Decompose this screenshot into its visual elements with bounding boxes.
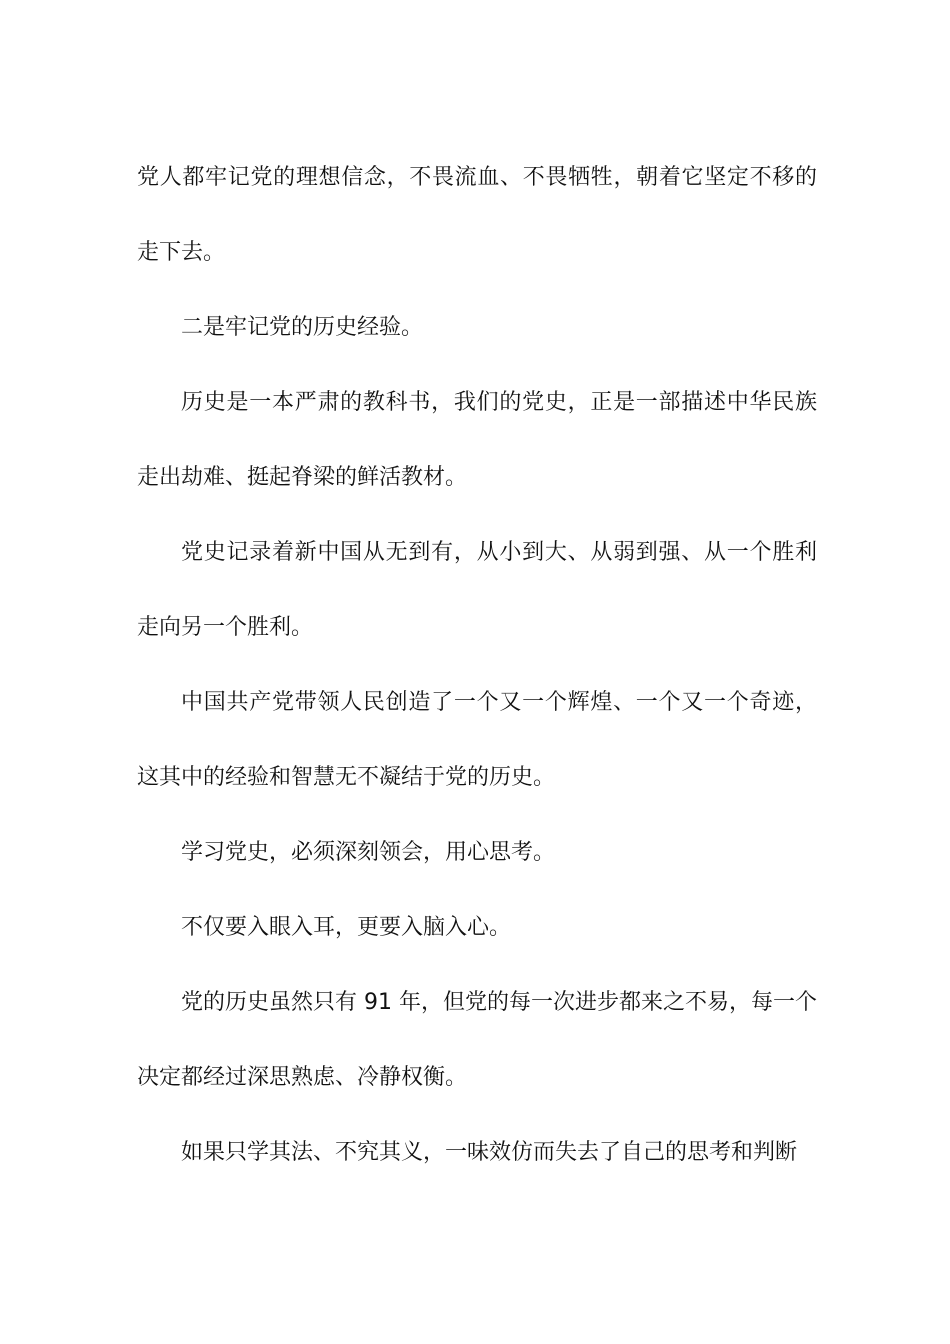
paragraph: 如果只学其法、不究其义，一味效仿而失去了自己的思考和判断 [181, 1140, 798, 1165]
paragraph: 历史是一本严肃的教科书，我们的党史，正是一部描述中华民族走出劫难、挺起脊梁的鲜活教材。 [137, 390, 817, 490]
paragraph: 不仅要入眼入耳，更要入脑入心。 [181, 915, 512, 940]
paragraph-heading-two: 二是牢记党的历史经验。 [181, 315, 424, 340]
paragraph: 中国共产党带领人民创造了一个又一个辉煌、一个又一个奇迹，这其中的经验和智慧无不凝结于党的历史。 [137, 690, 817, 790]
paragraph: 党史记录着新中国从无到有，从小到大、从弱到强、从一个胜利走向另一个胜利。 [137, 540, 817, 640]
paragraph: 学习党史，必须深刻领会，用心思考。 [181, 840, 556, 865]
paragraph: 党的历史虽然只有 91 年，但党的每一次进步都来之不易，每一个决定都经过深思熟虑、冷静权衡。 [137, 990, 817, 1090]
paragraph-continuation: 党人都牢记党的理想信念，不畏流血、不畏牺牲，朝着它坚定不移的走下去。 [137, 165, 817, 265]
document-body [137, 140, 817, 1190]
